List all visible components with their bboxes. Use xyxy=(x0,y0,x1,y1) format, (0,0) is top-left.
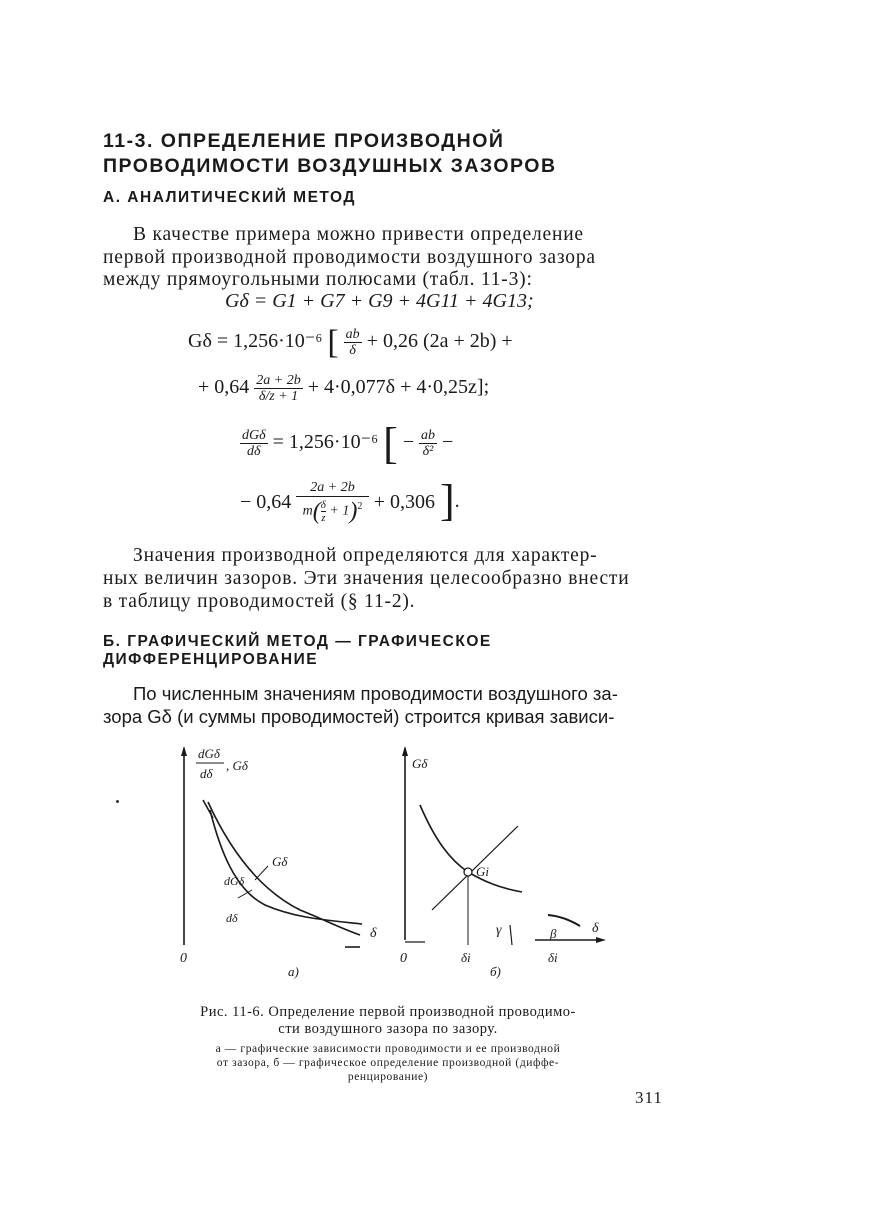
formula-5-fraction xyxy=(296,480,368,524)
paragraph-1-line: первой производной проводимости воздушного зазора xyxy=(103,247,596,268)
formula-3-rest: + 4·0,077δ + 4·0,25z]; xyxy=(307,376,490,399)
figure-note-line2: от зазора, б — графическое определение производной (диффе- xyxy=(216,1057,560,1069)
print-speck xyxy=(116,800,119,803)
tangent-line-b xyxy=(432,826,518,910)
fraction-numerator: ab xyxy=(421,427,436,443)
delta-i-label: δi xyxy=(548,950,558,965)
fraction-denominator: dδ xyxy=(247,443,261,459)
point-gi xyxy=(464,868,472,876)
curve-label-dg-num: dGδ xyxy=(224,874,245,888)
panel-label-b: б) xyxy=(490,964,501,979)
paragraph-3-line: зора Gδ (и суммы проводимостей) строится кривая зависи- xyxy=(103,706,615,727)
inner-fraction xyxy=(321,499,326,524)
panel-label-a: а) xyxy=(288,964,299,979)
panel-b-labels xyxy=(400,756,599,979)
curve-label-g: Gδ xyxy=(272,854,288,869)
tick-label-b: δi xyxy=(461,950,471,965)
paragraph-2-line: в таблицу проводимостей (§ 11-2). xyxy=(103,591,416,612)
paragraph-1-line: между прямоугольными полюсами (табл. 11-3): xyxy=(103,269,533,290)
subsection-b-title xyxy=(103,633,492,669)
figure-caption-line2: сти воздушного зазора по зазору. xyxy=(278,1021,498,1037)
subsection-b-title-line2: ДИФФЕРЕНЦИРОВАНИЕ xyxy=(103,651,319,668)
curve-label-dg-den: dδ xyxy=(226,911,238,925)
paragraph-2-line: ных величин зазоров. Эти значения целесообразно внести xyxy=(103,568,630,589)
page-number: 311 xyxy=(635,1088,663,1107)
paragraph-3-line: По численным значениям проводимости воздушного за- xyxy=(133,683,618,704)
x-label-a: δ xyxy=(370,926,377,941)
formula-5 xyxy=(240,475,460,526)
beta-arrow-b xyxy=(548,915,580,926)
formula-1: Gδ = G1 + G7 + G9 + 4G11 + 4G13; xyxy=(225,290,534,312)
figure-11-6 xyxy=(150,740,630,990)
formula-2-lead: Gδ = 1,256·10⁻⁶ xyxy=(188,330,323,352)
x-label-b: δ xyxy=(592,921,599,936)
denominator-m: m xyxy=(302,504,313,520)
y-label-den-a: dδ xyxy=(200,766,213,781)
paren-close: ) xyxy=(349,499,358,526)
fraction-denominator: δ² xyxy=(422,443,434,459)
fraction-denominator: δ/z + 1 xyxy=(258,389,299,404)
formula-2 xyxy=(188,324,513,362)
panel-b xyxy=(402,746,606,945)
y-axis-arrow-b xyxy=(402,746,408,756)
curve-g-delta-b xyxy=(420,805,522,892)
origin-b: 0 xyxy=(400,951,407,966)
panel-a-labels xyxy=(180,746,377,979)
section-title-line1: 11-3. ОПРЕДЕЛЕНИЕ ПРОИЗВОДНОЙ xyxy=(103,130,505,152)
section-title xyxy=(103,129,557,179)
figure-note-line3: ренцирование) xyxy=(347,1071,429,1083)
formula-3 xyxy=(198,373,489,404)
figure-caption-line1: Рис. 11-6. Определение первой производной проводимо- xyxy=(200,1004,576,1020)
bracket-open: [ xyxy=(383,419,398,468)
formula-4-mid: = 1,256·10⁻⁶ xyxy=(272,431,379,453)
x-axis-arrow-b xyxy=(596,937,606,943)
formula-4 xyxy=(240,418,453,469)
minus-sign: − xyxy=(402,431,415,453)
minus-sign: − xyxy=(442,431,454,453)
fraction-denominator: δ xyxy=(349,342,356,358)
fraction-numerator: dGδ xyxy=(242,427,266,443)
subsection-a-title: А. АНАЛИТИЧЕСКИЙ МЕТОД xyxy=(103,189,356,206)
formula-4-fraction xyxy=(419,428,437,459)
fraction-numerator: δ xyxy=(320,499,326,512)
fraction-numerator: 2a + 2b xyxy=(296,480,368,497)
fraction-denominator: m( $\frac{\delta}{z}$ + 1)$^2$ xyxy=(302,499,363,526)
section-title-line2: ПРОВОДИМОСТИ ВОЗДУШНЫХ ЗАЗОРОВ xyxy=(103,155,557,177)
bracket-close: ] xyxy=(440,476,455,525)
formula-3-lead: + 0,64 xyxy=(198,376,250,399)
paragraph-1-line: В качестве примера можно привести определение xyxy=(133,224,584,245)
y-axis-arrow-a xyxy=(181,746,187,756)
gamma-tick-b xyxy=(510,925,512,945)
formula-3-fraction xyxy=(254,373,302,404)
origin-a: 0 xyxy=(180,951,187,966)
subsection-b-title-line1: Б. ГРАФИЧЕСКИЙ МЕТОД — ГРАФИЧЕСКОЕ xyxy=(103,633,492,650)
formula-5-lead: − 0,64 xyxy=(240,490,292,513)
paren-open: ( xyxy=(312,499,321,526)
formula-5-rest: + 0,306 xyxy=(373,490,436,513)
figure-note-line1: а — графические зависимости проводимости и ее производной xyxy=(215,1043,561,1055)
y-label-b: Gδ xyxy=(412,756,428,771)
g-leader-line xyxy=(255,866,268,880)
period: . xyxy=(454,490,460,512)
fraction-numerator: ab xyxy=(345,326,360,342)
square-exp: 2 xyxy=(357,501,363,513)
fraction-denominator: z xyxy=(321,512,326,525)
fraction-numerator: 2a + 2b xyxy=(256,373,301,388)
formula-2-rest: + 0,26 (2a + 2b) + xyxy=(366,330,513,352)
beta-label: β xyxy=(550,926,557,941)
y-label-num-a: dGδ xyxy=(198,746,220,761)
paragraph-2-line: Значения производной определяются для характер- xyxy=(133,545,598,566)
y-label-extra-a: , Gδ xyxy=(226,758,248,773)
bracket-open: [ xyxy=(327,324,339,361)
formula-2-fraction xyxy=(344,327,362,358)
formula-4-derivative xyxy=(240,428,268,459)
point-label-gi: Gi xyxy=(476,864,489,879)
gamma-label: γ xyxy=(496,923,502,938)
